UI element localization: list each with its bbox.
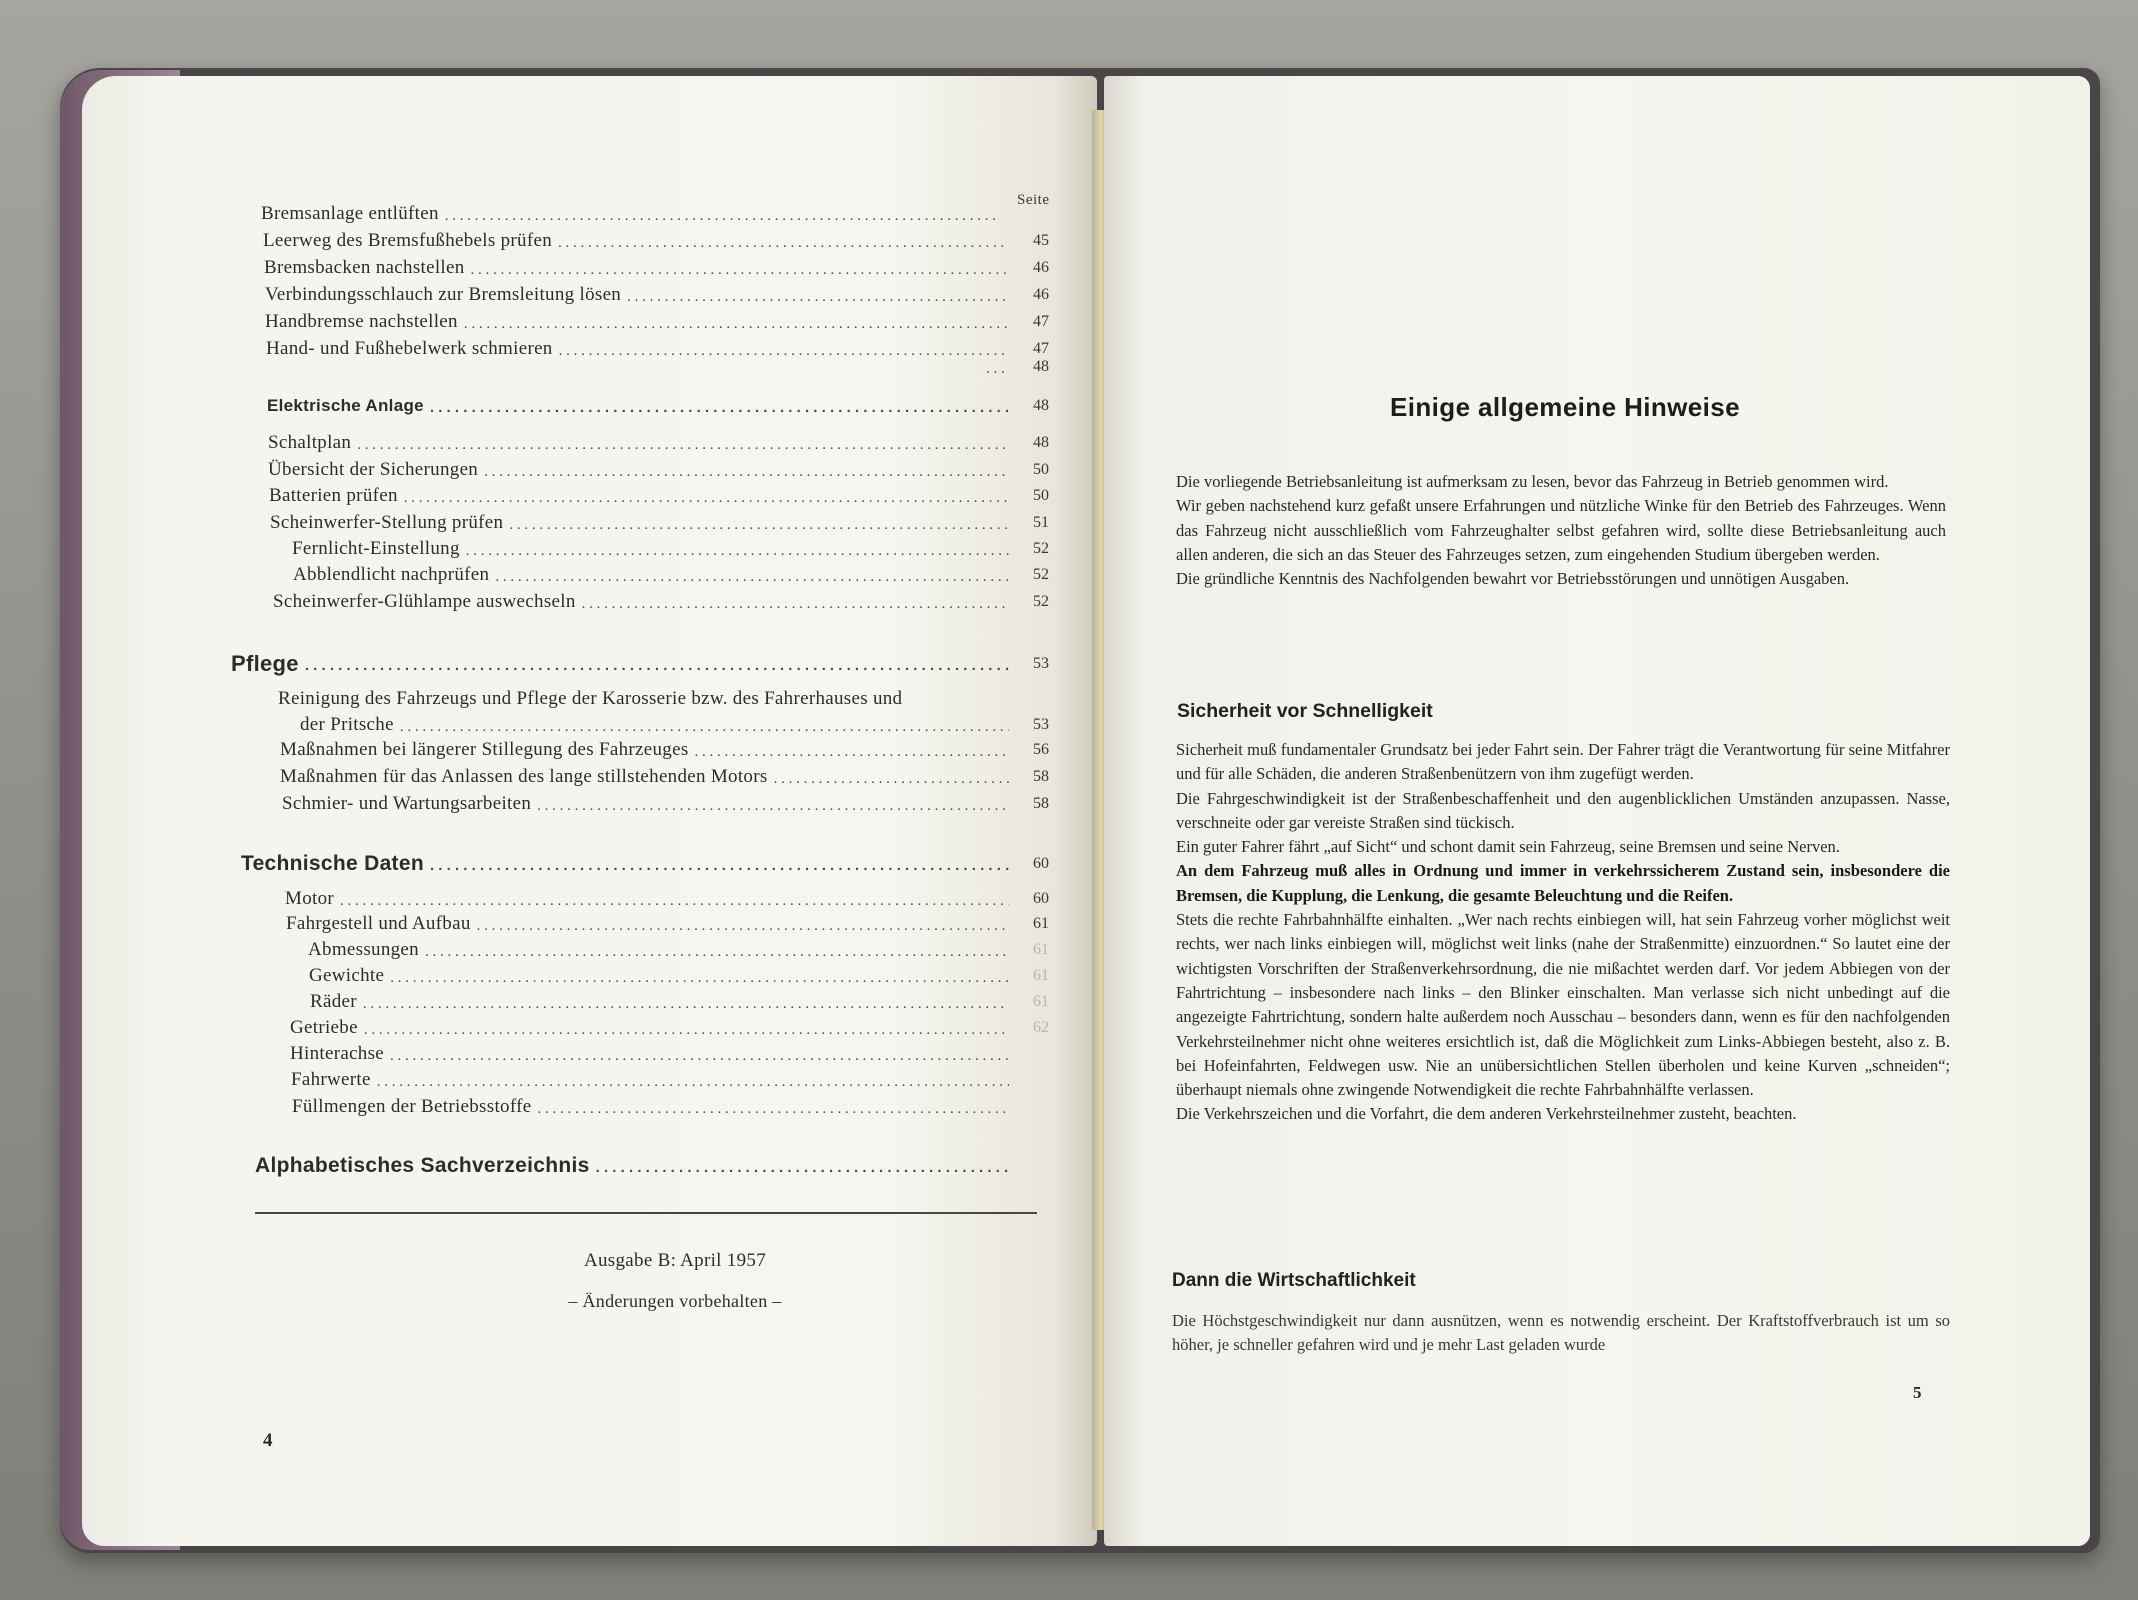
page-title: Einige allgemeine Hinweise	[1390, 392, 1740, 422]
toc-entry: Übersicht der Sicherungen . . . 50	[268, 458, 1049, 482]
toc-entry: Reinigung des Fahrzeugs und Pflege der Karosserie bzw. des Fahrerhauses und	[278, 688, 903, 709]
toc-entry: Batterien prüfen . . . 50	[269, 484, 1049, 508]
toc-section: Alphabetisches Sachverzeichnis . . .	[255, 1150, 1049, 1178]
toc-entry: Gewichte . . . 61	[309, 964, 1049, 988]
reservation-note: – Änderungen vorbehalten –	[568, 1291, 782, 1311]
toc-entry: Schmier- und Wartungsarbeiten . . . 58	[282, 792, 1049, 816]
toc-entry: Leerweg des Bremsfußhebels prüfen . . . 45	[263, 229, 1049, 253]
toc-entry: Maßnahmen für das Anlassen des lange stillstehenden Motors . . . 58	[280, 765, 1049, 789]
toc-entry: Scheinwerfer-Stellung prüfen . . . 51	[270, 511, 1049, 535]
toc-entry: Handbremse nachstellen . . . 47	[265, 310, 1049, 334]
toc-entry: Füllmengen der Betriebsstoffe . . .	[292, 1095, 1049, 1119]
intro-text: Die vorliegende Betriebsanleitung ist aufmerksam zu lesen, bevor das Fahrzeug in Betrieb genommen wird. Wir geben nachstehend kurz gefaßt unsere Erfahrungen und nützliche Winke für den Betrieb des Fahrzeuges. Wenn das Fahrzeug nicht ausschließlich vom Fahrzeughalter selbst gefahren wird, sollte diese Betriebsanleitung auch allen anderen, die sich an das Steuer des Fahrzeuges setzen, zum eingehenden Studium übergeben werden. Die gründliche Kenntnis des Nachfolgenden bewahrt vor Betriebsstörungen und unnötigen Ausgaben.	[1176, 472, 1946, 589]
divider-line	[255, 1212, 1037, 1214]
page-column-header: Seite	[1017, 192, 1050, 208]
toc-entry: Verbindungsschlauch zur Bremsleitung lösen . . . 46	[265, 283, 1049, 307]
toc-entry: Maßnahmen bei längerer Stillegung des Fahrzeuges . . . 56	[280, 738, 1049, 762]
toc-entry-page-only: . . . 48	[980, 355, 1049, 379]
toc-entry: Räder . . . 61	[310, 990, 1049, 1014]
toc-entry: Bremsbacken nachstellen . . . 46	[264, 256, 1049, 280]
toc-entry: Motor . . . 60	[285, 887, 1049, 911]
toc-entry: Scheinwerfer-Glühlampe auswechseln . . . 52	[273, 590, 1049, 614]
toc-entry: der Pritsche . . . 53	[300, 713, 1049, 737]
edition-line: Ausgabe B: April 1957	[583, 1250, 767, 1271]
section-safety-text: Sicherheit muß fundamentaler Grundsatz bei jeder Fahrt sein. Der Fahrer trägt die Verantwortung für seine Mitfahrer und für alle Schäden, die anderen Straßenbenützern von ihm zugefügt werden. Die Fahrgeschwindigkeit ist der Straßenbeschaffenheit und den augenblicklichen Umständen anzupassen. Nasse, verschneite oder gar vereiste Straßen sind tückisch. Ein guter Fahrer fährt „auf Sicht“ und schont damit sein Fahrzeug, seine Bremsen und seine Nerven. An dem Fahrzeug muß alles in Ordnung und immer in verkehrssicherem Zustand sein, insbesondere die Bremsen, die Kupplung, die Lenkung, die gesamte Beleuchtung und die Reifen. Stets die rechte Fahrbahnhälfte einhalten. „Wer nach rechts einbiegen will, hat sein Fahrzeug vorher möglichst weit rechts, wer nach links einbiegen will, möglichst weit links (nahe der Straßenmitte) einzuordnen.“ So lautet eine der wichtigsten Vorschriften der Straßenverkehrsordnung, die nie mißachtet werden darf. Vor jedem Abbiegen von der Fahrtrichtung – insbesondere nach links – den Blinker einschalten. Man verlasse sich nicht unbedingt auf die angezeigte Fahrtrichtung, sondern halte außerdem noch Ausschau – besonders dann, wenn es für den nachfolgenden Verkehrsteilnehmer nicht ohne weiteres ersichtlich ist, daß die Möglichkeit zum Links-Abbiegen besteht, also z. B. bei Hofeinfahrten, Feldwegen usw. Nie an unübersichtlichen Stellen überholen und keine Kurven „schneiden“; überhaupt niemals ohne zwingende Notwendigkeit die rechte Fahrbahnhälfte verlassen. Die Verkehrszeichen und die Vorfahrt, die dem anderen Verkehrsteilnehmer zusteht, beachten.	[1176, 740, 1950, 1124]
toc-entry: Fahrwerte . . .	[291, 1068, 1049, 1092]
toc-entry: Bremsanlage entlüften . . .	[261, 202, 1041, 226]
toc-entry: Fernlicht-Einstellung . . . 52	[292, 537, 1049, 561]
toc-entry: Hinterachse . . .	[290, 1042, 1049, 1066]
toc-entry: Fahrgestell und Aufbau . . . 61	[286, 912, 1049, 936]
toc-entry: Abmessungen . . . 61	[308, 938, 1049, 962]
page-number-right: 5	[1913, 1383, 1922, 1402]
toc-entry: Abblendlicht nachprüfen . . . 52	[293, 563, 1049, 587]
toc-category: Elektrische Anlage . . . 48	[267, 394, 1049, 418]
toc-entry: Getriebe . . . 62	[290, 1016, 1049, 1040]
toc-section: Pflege . . . 53	[231, 648, 1049, 676]
section-economy-text: Die Höchstgeschwindigkeit nur dann ausnützen, wenn es notwendig erscheint. Der Kraftstoffverbrauch ist um so höher, je schneller gefahren wird und je mehr Last geladen wurde	[1172, 1311, 1950, 1355]
page-number-left: 4	[263, 1430, 273, 1451]
toc-section: Technische Daten . . . 60	[241, 848, 1049, 876]
section-heading-economy: Dann die Wirtschaftlichkeit	[1172, 1270, 1416, 1291]
section-heading-safety: Sicherheit vor Schnelligkeit	[1177, 700, 1433, 722]
toc-entry: Schaltplan . . . 48	[268, 431, 1049, 455]
toc-entry: Hand- und Fußhebelwerk schmieren . . . 47	[266, 337, 1049, 361]
